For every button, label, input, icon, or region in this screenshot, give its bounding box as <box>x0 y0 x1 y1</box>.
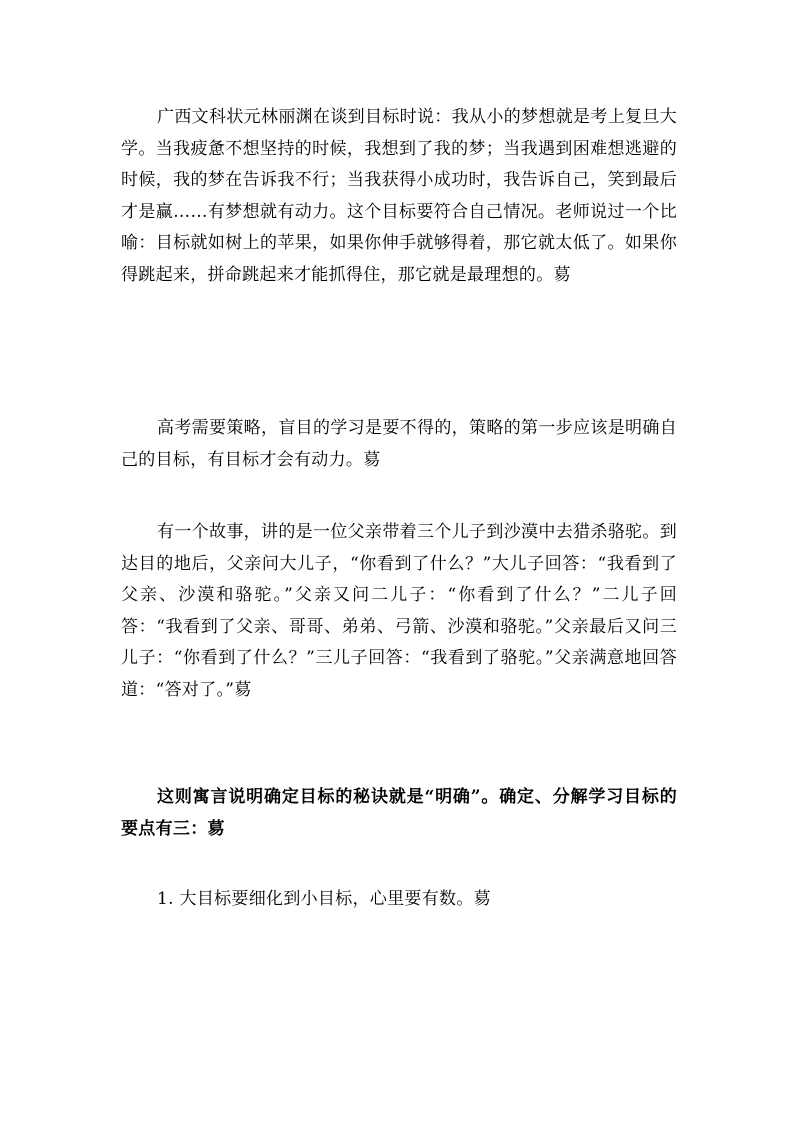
paragraph-strategy: 高考需要策略，盲目的学习是要不得的，策略的第一步应该是明确自己的目标，有目标才会有动力。䓪 <box>121 418 677 470</box>
paragraph-camel-fable: 有一个故事，讲的是一位父亲带着三个儿子到沙漠中去猎杀骆驼。到达目的地后，父亲问大儿子，“你看到了什么？”大儿子回答：“我看到了父亲、沙漠和骆驼。”父亲又问二儿子：“你看到了什么？”二儿子回答：“我看到了父亲、哥哥、弟弟、弓箭、沙漠和骆驼。”父亲最后又问三儿子：“你看到了什么？”三儿子回答：“我看到了骆驼。”父亲满意地回答道：“答对了。”䓪 <box>121 522 677 700</box>
paragraph-point-one: 1. 大目标要细化到小目标，心里要有数。䓪 <box>157 889 491 909</box>
paragraph-goal-story: 广西文科状元林丽渊在谈到目标时说：我从小的梦想就是考上复旦大学。当我疲惫不想坚持的时候，我想到了我的梦；当我遇到困难想逃避的时候，我的梦在告诉我不行；当我获得小成功时，我告诉自己，笑到最后才是赢……有梦想就有动力。这个目标要符合自己情况。老师说过一个比喻：目标就如树上的苹果，如果你伸手就够得着，那它就太低了。如果你得跳起来，拼命跳起来才能抓得住，那它就是最理想的。䓪 <box>121 107 677 285</box>
paragraph-key-points-heading: 这则寓言说明确定目标的秘诀就是“明确”。确定、分解学习目标的要点有三：䓪 <box>121 787 677 839</box>
